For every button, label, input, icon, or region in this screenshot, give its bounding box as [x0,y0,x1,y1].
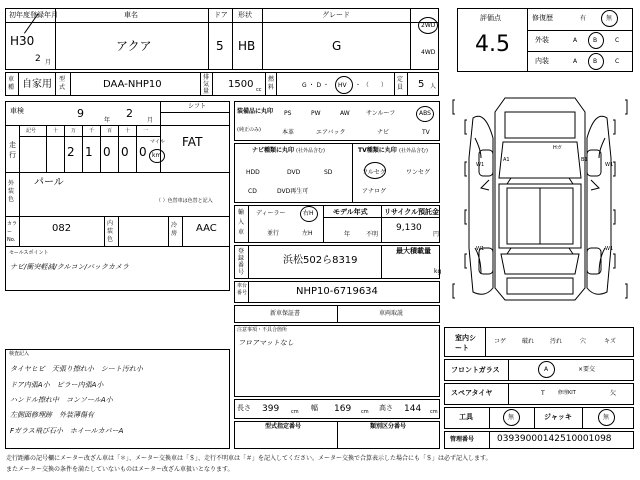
inspection-label: 車検 [10,107,24,115]
shape-value: HB [238,39,256,53]
capacity-unit: 人 [430,83,437,90]
import-label: 輸入車 [238,209,245,236]
doc-manual: 車両取説 [379,310,404,317]
color-label: 外装色 [8,180,15,203]
equip-tv: TV [422,129,430,136]
mileage-header-0: 記号 [26,128,37,134]
score-value: 4.5 [475,32,510,57]
4wd-label: 4WD [421,49,436,56]
height-unit: cm [430,409,438,415]
first-reg-month: 2 [35,54,41,64]
equip-navi: ナビ [377,129,390,136]
equip-airbag: エアバック [316,129,346,136]
equipment-label: 装備品に丸印 [237,108,274,115]
color-value: パール [34,177,64,188]
equip-leather: 本革 [282,129,295,136]
import-right-h: 右H [303,210,314,217]
jack-label: ジャッキ [544,413,572,421]
mileage-header-5: 十 [125,128,131,134]
mileage-digit-3: 0 [103,145,111,159]
grade-label: グレード [322,11,350,19]
navi-dvd-play: DVD再生可 [277,188,309,195]
navi-label: ナビ種類に丸印 [252,147,295,154]
damage-a1: A1 [503,157,510,163]
chassis-label: 車台番号 [237,283,248,296]
model-year-unit: 年 [344,231,351,238]
mileage-header-1: 十 [53,128,59,134]
displacement-label: 排気量 [203,74,210,95]
grade-value: G [332,39,342,53]
mileage-digit-2: 1 [85,145,93,159]
notes-box [234,325,440,397]
max-load-label: 最大積載量 [396,247,431,255]
interior-c: C [615,58,620,65]
inspector-line-5: Fガラス飛び石小 ホイールカバーA [10,427,124,435]
length-unit: cm [291,409,299,415]
equip-sunroof: サンルーフ [366,110,396,117]
mileage-digit-4: 0 [121,145,129,159]
inspection-year: 9 [77,107,84,120]
mileage-digit-5: 0 [139,145,147,159]
width-value: 169 [334,404,352,414]
shift-value: FAT [182,135,203,149]
import-parallel: 並行 [267,230,280,237]
type-designation-label: 型式指定番号 [265,423,302,430]
displacement: 1500 [228,79,254,90]
interior-b: B [593,58,598,65]
doors-label: ドア [214,11,228,19]
sales-point-label: セールスポイント [9,250,49,256]
inspection-year-unit: 年 [104,117,111,124]
mileage-header-6: 一 [143,128,149,134]
front-glass-label: フロントガラス [451,366,500,374]
spare-t: T [541,390,545,397]
navi-sub: (社外品含む) [296,148,325,154]
shape-label: 形状 [238,11,252,19]
tv-label: TV種類に丸印 [358,147,397,154]
plate-label: 登録番号 [238,248,245,276]
length-value: 399 [262,404,280,414]
inspector-line-4: 左側面修理跡 外装薄傷有 [10,411,94,419]
fuel-label: 燃料 [268,76,275,91]
mileage-header-4: 百 [107,128,113,134]
navi-hdd: HDD [246,169,260,176]
katashiki-label: 型式 [59,76,66,91]
fuel-options: G ・ D ・ [302,82,329,89]
km-label: km [152,152,162,159]
navi-cd: CD [248,188,257,195]
management-value: 0393900014251000109​8 [497,434,612,444]
first-reg-year: H30 [10,34,35,48]
recycle-unit: 円 [433,231,440,238]
management-label: 管理番号 [450,436,475,443]
doc-new-warranty: 新車保証書 [270,310,301,317]
exterior-b: B [593,37,598,44]
footer-line-1: 走行距離の記号欄にメーター改ざん車は「＊」、メーター交換車は「＄」、走行不明車は「＃」を記入してください。メーター交換で合算表示した場合にも「＄」は必ず記入します。 [6,455,492,462]
month-unit: 月 [45,59,52,66]
damage-hg: Hガ [553,145,562,151]
cc-unit: cc [256,87,262,93]
inspector-label: 検査記入 [9,351,30,357]
car-type: 自家用 [22,79,52,90]
sheet-tear: 破れ [522,338,535,345]
height-label: 高さ [379,404,393,412]
capacity-label: 定員 [397,76,404,91]
damage-b1: B1 [581,157,588,163]
front-glass-a: A [544,366,549,373]
katashiki: DAA-NHP10 [103,79,162,90]
exterior-a: A [573,37,578,44]
navi-dvd: DVD [287,169,301,176]
aircon-label: 冷房 [171,222,178,237]
score-label: 評価点 [480,14,501,22]
repair-label: 修復歴 [532,14,553,22]
sheet-burn: コゲ [494,338,507,345]
inspection-month-unit: 月 [147,117,154,124]
model-year-unknown: 不明 [366,231,379,238]
chassis-value: NHP10-6719634 [296,286,378,297]
color-note: （ ）色替車は色替と記入 [156,198,213,204]
footer-line-2: またメーター交換の条件を満たしていないものはメーター改ざん車扱いとなります。 [6,466,234,473]
front-glass-x: ×要交 [578,366,596,373]
mileage-header-2: 万 [71,128,77,134]
mileage-header-3: 千 [89,128,95,134]
sheet-stain: 汚れ [550,338,563,345]
sheet-hole: 穴 [580,338,587,345]
sales-point-value: ナビ/衝突軽減/クルコン/バックカメラ [10,263,129,271]
car-type-label: 車種 [8,76,15,91]
interior-label: 内装 [535,57,549,65]
tv-sub: (社外品含む) [399,148,428,154]
car-name-label: 車名 [124,11,138,19]
jack-value: 無 [603,414,610,421]
equip-ps: PS [284,110,292,117]
import-left-h: 左H [302,230,313,237]
first-reg-label: 初年度登録年月 [9,11,58,19]
inspector-line-1: タイヤヒビ 天張り擦れ小 シート汚れ小 [10,365,143,373]
class-number-label: 類別区分番号 [370,423,407,430]
car-name: アクア [116,39,152,53]
tv-analog: アナログ [362,188,387,195]
equip-pw: PW [311,110,321,117]
tv-fullseg: フルセグ [362,169,386,176]
2wd-label: 2WD [421,22,436,29]
length-label: 長さ [237,404,251,412]
recycle-value: 9,130 [396,223,422,233]
recycle-label: リサイクル預託金 [384,208,440,216]
navi-sd: SD [324,169,333,176]
mile-label: マイル [150,139,165,145]
mileage-digit-1: 2 [67,145,75,159]
damage-w1-right: W1 [605,162,614,168]
max-load-unit: kg [434,268,442,275]
exterior-c: C [615,37,620,44]
repair-no: 無 [606,15,613,22]
damage-w1-br: W1 [605,246,614,252]
interior-sheet-label: 室内シート [455,334,476,352]
notes-label: 注意事項・不具合箇所 [237,327,288,333]
import-dealer: ディーラー [256,210,286,217]
interior-color-label: 内装色 [107,220,114,243]
inspector-line-3: ハンドル擦れ中 コンソールA小 [10,396,113,404]
sheet-scratch: キズ [604,338,616,345]
repair-yes: 有 [580,15,587,22]
inspection-month: 2 [126,107,133,120]
interior-a: A [573,58,578,65]
height-value: 144 [404,404,422,414]
capacity: 5 [418,79,425,90]
equip-aw: AW [340,110,350,117]
color-no-value: 082 [52,223,72,234]
inspector-line-2: ドア内張A小 ピラー内張A小 [10,381,104,389]
spare-label: スペアタイヤ [451,389,493,397]
shift-label: シフト [188,103,207,110]
damage-w1-bl: W1 [476,246,485,252]
notes-value: フロアマットなし [238,339,294,347]
spare-missing: 欠 [610,390,617,397]
equip-abs: ABS [419,110,431,117]
color-no-label: カラーNo. [7,221,18,243]
equipment-sub: (純正のみ) [237,127,261,133]
exterior-label: 外装 [535,36,549,44]
mileage-label: 走行 [9,141,16,159]
tools-value: 無 [508,414,515,421]
fuel-other: ・ （ ） [355,82,387,89]
aircon-value: AAC [196,223,217,234]
doors-value: 5 [216,39,224,53]
plate-value: 浜松502ら8319 [283,255,358,266]
fuel-hv: HV [338,82,347,89]
width-unit: cm [361,409,369,415]
spare-kit: 修理KIT [558,390,576,396]
tools-label: 工具 [459,413,473,421]
model-year-label: モデル年式 [333,208,368,216]
damage-w1-left: W1 [476,162,485,168]
tv-oneseg: ワンセグ [406,169,431,176]
car-damage-diagram [445,78,635,318]
width-label: 幅 [311,404,318,412]
